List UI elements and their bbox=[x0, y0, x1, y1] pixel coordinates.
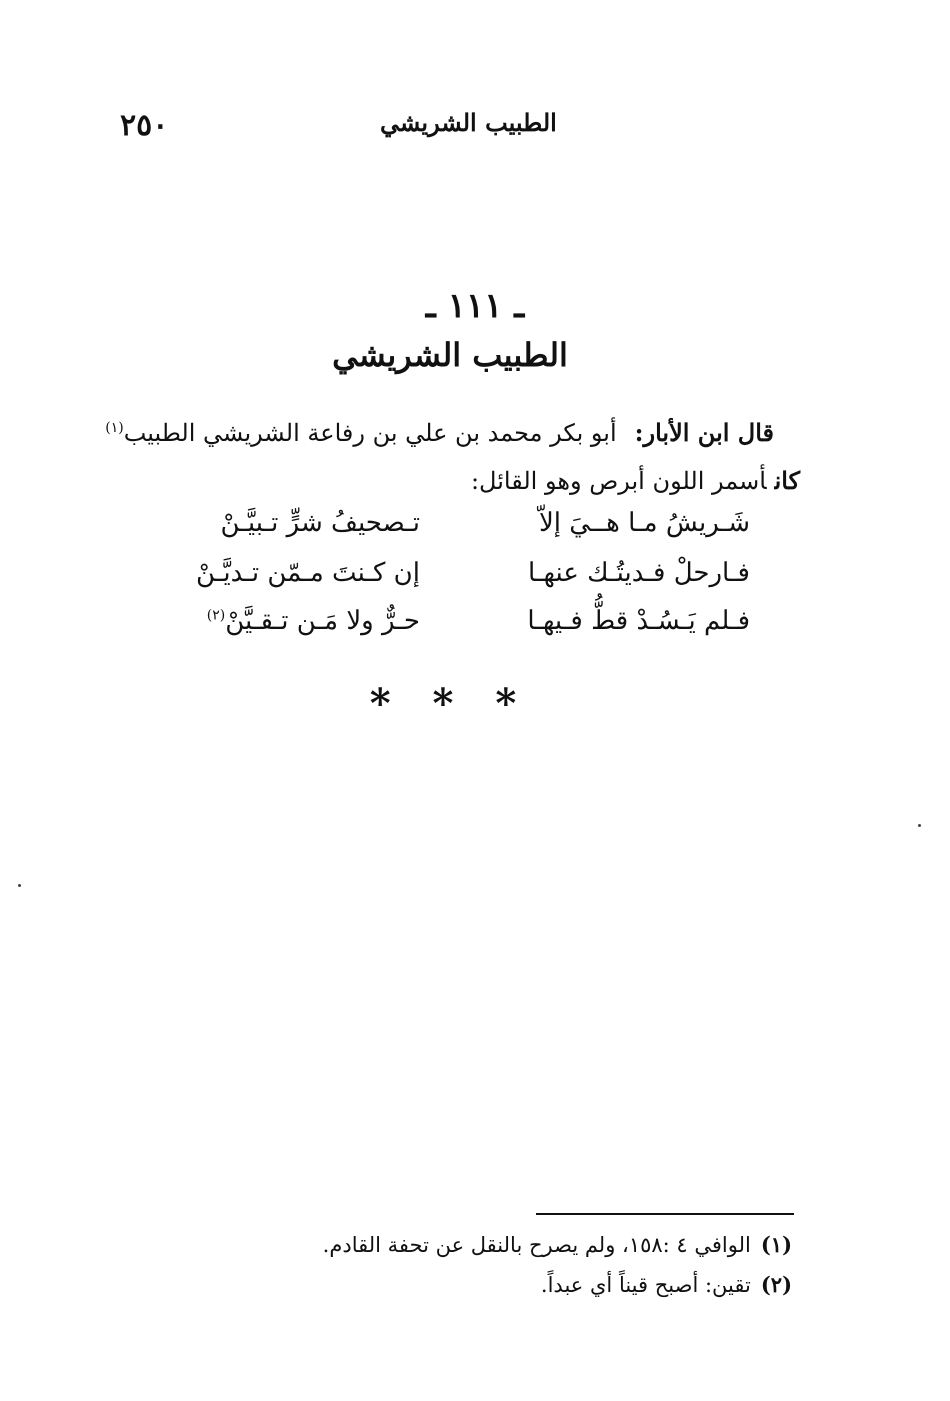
entry-title: الطبيب الشريشي bbox=[332, 336, 568, 374]
footnote-text: الوافي ٤ :١٥٨، ولم يصرح بالنقل عن تحفة القادم. bbox=[322, 1233, 751, 1257]
section-ornament: * * * bbox=[369, 680, 531, 727]
scan-speck bbox=[18, 884, 21, 887]
prose-lead-attribution: قال ابن الأبار: bbox=[634, 418, 774, 447]
footnote bbox=[323, 1232, 792, 1257]
running-head bbox=[120, 108, 820, 148]
page-number: ٢٥٠ bbox=[120, 108, 169, 143]
prose-line-1 bbox=[105, 418, 774, 447]
footnote-mark-2: (٢) bbox=[206, 607, 226, 624]
verse-first-hemistich: فـارحلْ فـديتُـك عنهـا bbox=[527, 558, 750, 588]
scan-speck bbox=[918, 824, 921, 827]
footnote-divider bbox=[536, 1213, 794, 1215]
verse-line bbox=[140, 606, 760, 646]
footnote bbox=[541, 1272, 792, 1297]
verse-line bbox=[140, 558, 760, 598]
footnote-mark-1: (١) bbox=[105, 420, 124, 436]
prose-text-name: أبو بكر محمد بن علي بن رفاعة الشريشي الطبيب bbox=[123, 419, 617, 447]
verse-second-hemistich: إن كـنتَ مـمّن تـديَّـنْ bbox=[196, 558, 420, 588]
verse-second-hemistich: تـصحيفُ شرٍّ تـبيَّـنْ bbox=[220, 508, 420, 538]
running-title: الطبيب الشريشي bbox=[380, 108, 557, 137]
verse-first-hemistich: شَـريشُ مـا هــيَ إلاّ bbox=[538, 508, 750, 538]
footnote-text: تقين: أصبح قيناً أي عبداً. bbox=[540, 1273, 751, 1297]
prose-text-description: أسمر اللون أبرص وهو القائل: bbox=[470, 467, 767, 495]
footnote-number: (٢) bbox=[760, 1272, 792, 1297]
prose-lead-kana: كان bbox=[774, 466, 800, 495]
entry-number: ـ ١١١ ـ bbox=[425, 286, 525, 326]
footnote-number: (١) bbox=[760, 1232, 792, 1257]
prose-line-2 bbox=[471, 466, 800, 495]
verse-second-hemistich bbox=[207, 606, 420, 636]
verse-first-hemistich: فـلم يَـسُـدْ قطُّ فـيهـا bbox=[527, 606, 750, 636]
verse-second-hemistich-text: حـرٌّ ولا مَـن تـقـيَّنْ bbox=[225, 606, 420, 636]
verse-line bbox=[140, 508, 760, 548]
